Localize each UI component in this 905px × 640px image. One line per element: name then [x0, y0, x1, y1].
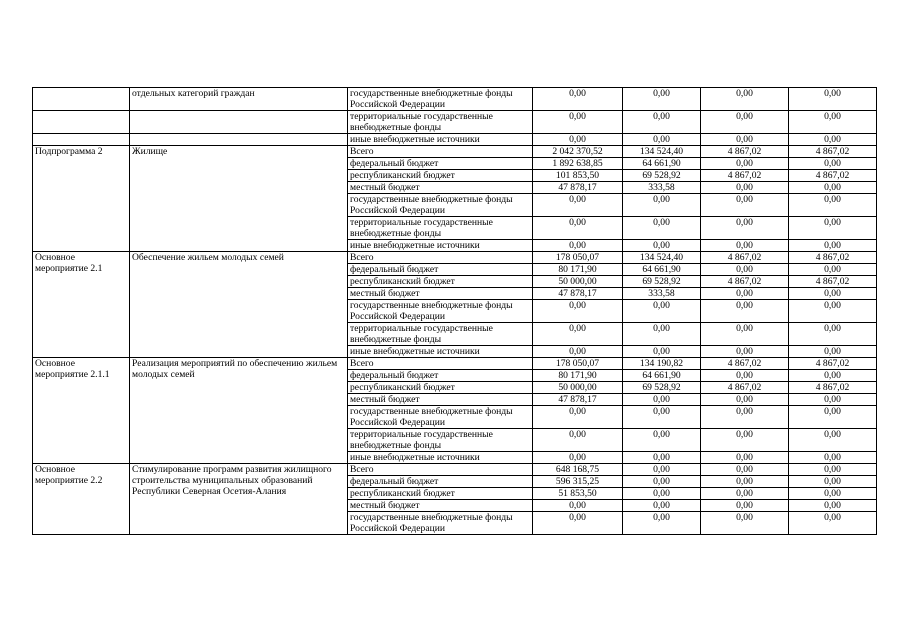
amount-cell: 0,00	[533, 429, 623, 452]
funding-source-cell: местный бюджет	[348, 288, 533, 300]
amount-cell: 0,00	[789, 182, 877, 194]
amount-cell: 0,00	[623, 512, 701, 535]
amount-cell: 64 661,90	[623, 370, 701, 382]
amount-cell: 178 050,07	[533, 358, 623, 370]
amount-cell: 4 867,02	[789, 358, 877, 370]
amount-cell: 0,00	[789, 464, 877, 476]
amount-cell: 0,00	[623, 134, 701, 146]
funding-source-cell: республиканский бюджет	[348, 488, 533, 500]
amount-cell: 0,00	[789, 194, 877, 217]
amount-cell: 4 867,02	[789, 252, 877, 264]
amount-cell: 69 528,92	[623, 276, 701, 288]
funding-source-cell: Всего	[348, 358, 533, 370]
amount-cell: 0,00	[623, 111, 701, 134]
amount-cell: 0,00	[623, 323, 701, 346]
program-code-cell	[33, 111, 130, 134]
funding-source-cell: территориальные государственные внебюджетные фонды	[348, 323, 533, 346]
funding-source-cell: местный бюджет	[348, 182, 533, 194]
amount-cell: 0,00	[701, 429, 789, 452]
amount-cell: 0,00	[623, 300, 701, 323]
amount-cell: 0,00	[623, 194, 701, 217]
amount-cell: 0,00	[701, 370, 789, 382]
amount-cell: 47 878,17	[533, 182, 623, 194]
amount-cell: 0,00	[701, 134, 789, 146]
amount-cell: 4 867,02	[701, 358, 789, 370]
amount-cell: 0,00	[533, 406, 623, 429]
amount-cell: 50 000,00	[533, 276, 623, 288]
amount-cell: 80 171,90	[533, 264, 623, 276]
amount-cell: 648 168,75	[533, 464, 623, 476]
amount-cell: 0,00	[701, 476, 789, 488]
amount-cell: 0,00	[623, 217, 701, 240]
amount-cell: 0,00	[533, 217, 623, 240]
amount-cell: 0,00	[701, 406, 789, 429]
amount-cell: 0,00	[789, 370, 877, 382]
amount-cell: 0,00	[623, 464, 701, 476]
amount-cell: 80 171,90	[533, 370, 623, 382]
program-name-cell: Стимулирование программ развития жилищного строительства муниципальных образований Республики Северная Осетия-Алания	[130, 464, 348, 535]
amount-cell: 596 315,25	[533, 476, 623, 488]
amount-cell: 0,00	[701, 158, 789, 170]
amount-cell: 0,00	[789, 158, 877, 170]
amount-cell: 69 528,92	[623, 170, 701, 182]
funding-source-cell: федеральный бюджет	[348, 476, 533, 488]
amount-cell: 0,00	[701, 488, 789, 500]
amount-cell: 4 867,02	[701, 252, 789, 264]
amount-cell: 4 867,02	[789, 146, 877, 158]
amount-cell: 0,00	[789, 452, 877, 464]
program-name-cell: отдельных категорий граждан	[130, 88, 348, 111]
amount-cell: 0,00	[533, 300, 623, 323]
amount-cell: 0,00	[533, 452, 623, 464]
amount-cell: 0,00	[789, 217, 877, 240]
funding-source-cell: государственные внебюджетные фонды Российской Федерации	[348, 512, 533, 535]
amount-cell: 0,00	[701, 88, 789, 111]
amount-cell: 0,00	[701, 300, 789, 323]
table-row	[33, 88, 877, 111]
funding-source-cell: федеральный бюджет	[348, 264, 533, 276]
amount-cell: 0,00	[701, 111, 789, 134]
amount-cell: 0,00	[533, 194, 623, 217]
amount-cell: 0,00	[789, 476, 877, 488]
amount-cell: 0,00	[789, 88, 877, 111]
amount-cell: 0,00	[789, 346, 877, 358]
amount-cell: 101 853,50	[533, 170, 623, 182]
program-code-cell: Подпрограмма 2	[33, 146, 130, 252]
amount-cell: 0,00	[623, 429, 701, 452]
amount-cell: 0,00	[623, 240, 701, 252]
financing-table	[32, 87, 877, 535]
funding-source-cell: территориальные государственные внебюджетные фонды	[348, 217, 533, 240]
funding-source-cell: государственные внебюджетные фонды Российской Федерации	[348, 194, 533, 217]
amount-cell: 0,00	[789, 488, 877, 500]
amount-cell: 4 867,02	[701, 382, 789, 394]
amount-cell: 0,00	[623, 346, 701, 358]
amount-cell: 64 661,90	[623, 264, 701, 276]
amount-cell: 4 867,02	[701, 276, 789, 288]
amount-cell: 0,00	[533, 346, 623, 358]
amount-cell: 0,00	[533, 240, 623, 252]
amount-cell: 0,00	[623, 406, 701, 429]
program-name-cell	[130, 134, 348, 146]
program-name-cell: Обеспечение жильем молодых семей	[130, 252, 348, 358]
amount-cell: 69 528,92	[623, 382, 701, 394]
amount-cell: 0,00	[701, 500, 789, 512]
amount-cell: 51 853,50	[533, 488, 623, 500]
amount-cell: 0,00	[701, 346, 789, 358]
funding-source-cell: Всего	[348, 464, 533, 476]
amount-cell: 0,00	[701, 323, 789, 346]
amount-cell: 0,00	[701, 217, 789, 240]
amount-cell: 64 661,90	[623, 158, 701, 170]
amount-cell: 4 867,02	[701, 146, 789, 158]
amount-cell: 47 878,17	[533, 394, 623, 406]
funding-source-cell: государственные внебюджетные фонды Российской Федерации	[348, 300, 533, 323]
amount-cell: 4 867,02	[789, 170, 877, 182]
amount-cell: 0,00	[701, 452, 789, 464]
amount-cell: 178 050,07	[533, 252, 623, 264]
amount-cell: 2 042 370,52	[533, 146, 623, 158]
funding-source-cell: федеральный бюджет	[348, 370, 533, 382]
amount-cell: 0,00	[789, 323, 877, 346]
funding-source-cell: государственные внебюджетные фонды Российской Федерации	[348, 406, 533, 429]
program-name-cell	[130, 111, 348, 134]
funding-source-cell: иные внебюджетные источники	[348, 134, 533, 146]
table-row	[33, 464, 877, 476]
amount-cell: 0,00	[701, 194, 789, 217]
table-row	[33, 146, 877, 158]
amount-cell: 0,00	[789, 111, 877, 134]
funding-source-cell: республиканский бюджет	[348, 276, 533, 288]
amount-cell: 0,00	[789, 394, 877, 406]
amount-cell: 0,00	[789, 300, 877, 323]
amount-cell: 0,00	[701, 240, 789, 252]
funding-source-cell: федеральный бюджет	[348, 158, 533, 170]
funding-source-cell: Всего	[348, 146, 533, 158]
amount-cell: 0,00	[533, 134, 623, 146]
amount-cell: 0,00	[623, 476, 701, 488]
amount-cell: 0,00	[701, 464, 789, 476]
amount-cell: 0,00	[789, 512, 877, 535]
amount-cell: 0,00	[533, 500, 623, 512]
amount-cell: 0,00	[533, 512, 623, 535]
program-code-cell	[33, 88, 130, 111]
amount-cell: 333,58	[623, 182, 701, 194]
funding-source-cell: иные внебюджетные источники	[348, 346, 533, 358]
funding-source-cell: Всего	[348, 252, 533, 264]
amount-cell: 1 892 638,85	[533, 158, 623, 170]
amount-cell: 0,00	[623, 394, 701, 406]
program-code-cell	[33, 134, 130, 146]
amount-cell: 0,00	[533, 323, 623, 346]
amount-cell: 0,00	[701, 182, 789, 194]
amount-cell: 0,00	[533, 88, 623, 111]
funding-source-cell: иные внебюджетные источники	[348, 452, 533, 464]
program-name-cell: Реализация мероприятий по обеспечению жильем молодых семей	[130, 358, 348, 464]
program-code-cell: Основное мероприятие 2.2	[33, 464, 130, 535]
funding-source-cell: республиканский бюджет	[348, 382, 533, 394]
program-name-cell: Жилище	[130, 146, 348, 252]
funding-source-cell: территориальные государственные внебюджетные фонды	[348, 429, 533, 452]
table-row	[33, 134, 877, 146]
amount-cell: 0,00	[789, 500, 877, 512]
table-row	[33, 111, 877, 134]
amount-cell: 0,00	[789, 264, 877, 276]
amount-cell: 333,58	[623, 288, 701, 300]
funding-source-cell: территориальные государственные внебюджетные фонды	[348, 111, 533, 134]
amount-cell: 0,00	[789, 134, 877, 146]
amount-cell: 0,00	[701, 394, 789, 406]
amount-cell: 4 867,02	[789, 276, 877, 288]
funding-source-cell: местный бюджет	[348, 394, 533, 406]
amount-cell: 0,00	[533, 111, 623, 134]
amount-cell: 4 867,02	[701, 170, 789, 182]
amount-cell: 134 524,40	[623, 146, 701, 158]
amount-cell: 0,00	[701, 264, 789, 276]
amount-cell: 0,00	[623, 452, 701, 464]
amount-cell: 0,00	[701, 288, 789, 300]
funding-source-cell: иные внебюджетные источники	[348, 240, 533, 252]
amount-cell: 0,00	[789, 288, 877, 300]
amount-cell: 0,00	[789, 406, 877, 429]
amount-cell: 47 878,17	[533, 288, 623, 300]
funding-source-cell: государственные внебюджетные фонды Российской Федерации	[348, 88, 533, 111]
amount-cell: 0,00	[701, 512, 789, 535]
amount-cell: 0,00	[623, 500, 701, 512]
amount-cell: 50 000,00	[533, 382, 623, 394]
amount-cell: 4 867,02	[789, 382, 877, 394]
program-code-cell: Основное мероприятие 2.1	[33, 252, 130, 358]
funding-source-cell: республиканский бюджет	[348, 170, 533, 182]
amount-cell: 0,00	[789, 429, 877, 452]
program-code-cell: Основное мероприятие 2.1.1	[33, 358, 130, 464]
amount-cell: 0,00	[789, 240, 877, 252]
table-row	[33, 358, 877, 370]
amount-cell: 0,00	[623, 88, 701, 111]
amount-cell: 134 524,40	[623, 252, 701, 264]
amount-cell: 134 190,82	[623, 358, 701, 370]
table-row	[33, 252, 877, 264]
funding-source-cell: местный бюджет	[348, 500, 533, 512]
amount-cell: 0,00	[623, 488, 701, 500]
